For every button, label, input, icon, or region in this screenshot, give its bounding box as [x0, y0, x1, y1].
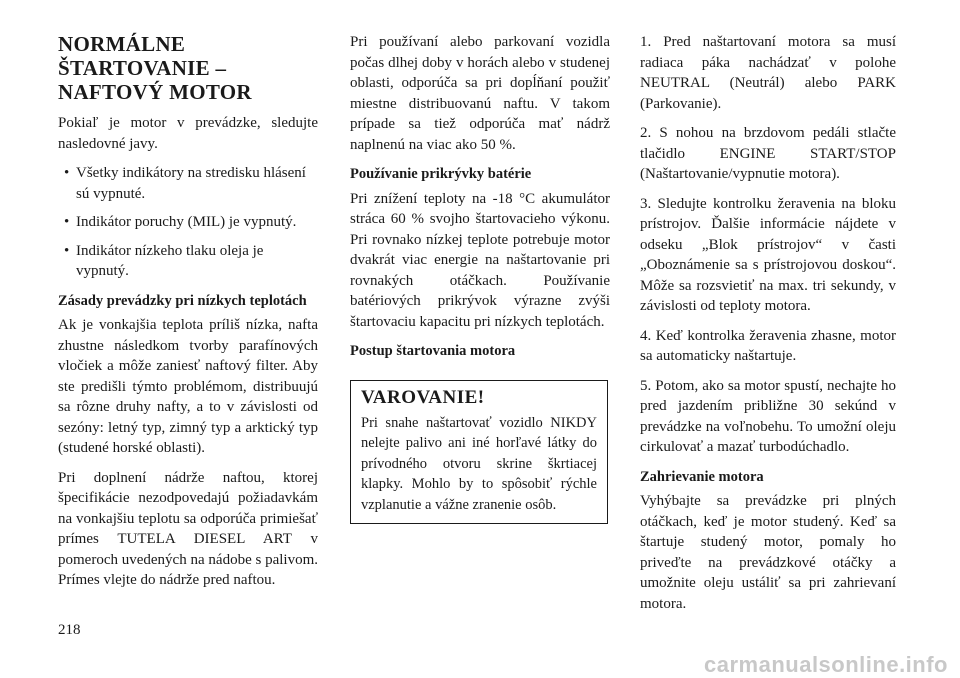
step-item: 3. Sledujte kontrolku žeravenia na bloku prístrojov. Ďalšie informácie nájdete v odseku „Blok prístrojov“ v časti „Oboznámenie sa s prístrojovou doskou“. Môže sa rozsvietiť na max. tri sekundy, v závislosti od teploty motora.: [640, 195, 896, 314]
title-line: NORMÁLNE: [58, 32, 186, 56]
step-item: 5. Potom, ako sa motor spustí, nechajte ho pred jazdením približne 30 sekúnd v prevádzke na voľnobehu. To umožní oleju cirkulovať a mazať turbodúchadlo.: [640, 377, 896, 455]
battery-paragraph: Pri znížení teploty na -18 °C akumulátor stráca 60 % svojho štartovacieho výkonu. Pri rovnako nízkej teplote potrebuje motor dvakrát viac energie na naštartovanie pri rovnakých otáčkach. Používanie batériových prikrývok výrazne zvýši štartovaciu kapacitu pri nízkych teplotách.: [350, 190, 610, 330]
indicator-list: [58, 163, 318, 282]
column-left: [58, 32, 318, 600]
warning-text: Pri snahe naštartovať vozidlo NIKDY nelejte palivo ani iné horľavé látky do prívodného otvoru skrine škrtiacej klapky. Mohlo by to spôsobiť rýchle vzplanutie a vážne zranenie osôb.: [361, 414, 597, 513]
list-item: • Všetky indikátory na stredisku hlásení sú vypnuté.: [58, 163, 318, 204]
column-right: [640, 32, 896, 623]
list-item: • Indikátor nízkeho tlaku oleja je vypnutý.: [58, 241, 318, 282]
title-line: ŠTARTOVANIE –: [58, 56, 227, 80]
section-title: [58, 32, 318, 104]
title-line: NAFTOVÝ MOTOR: [58, 80, 252, 104]
step-item: 1. Pred naštartovaní motora sa musí radiaca páka nachádzať v polohe NEUTRAL (Neutrál) alebo PARK (Parkovanie).: [640, 34, 896, 112]
battery-heading: Používanie prikrývky batérie: [350, 166, 532, 182]
low-temp-heading: Zásady prevádzky pri nízkych teplotách: [58, 292, 307, 309]
warmup-heading: Zahrievanie motora: [640, 468, 764, 485]
column-middle: [350, 32, 610, 524]
list-item: • Indikátor poruchy (MIL) je vypnutý.: [58, 212, 318, 233]
step-item: 2. S nohou na brzdovom pedáli stlačte tlačidlo ENGINE START/STOP (Naštartovanie/vypnutie motora).: [640, 125, 896, 182]
low-temp-paragraph: Ak je vonkajšia teplota príliš nízka, nafta zhustne následkom tvorby parafínových vločiek a môže zaniesť naftový filter. Aby ste predišli týmto problémom, distribuujú sa rôzne druhy nafty, a to v závislosti od sezóny: letný typ, zimný typ a arktický typ (studené horské oblasti).: [58, 317, 318, 456]
mountain-paragraph: Pri používaní alebo parkovaní vozidla počas dlhej doby v horách alebo v studenej oblasti, odporúča sa pri dopĺňaní použiť miestne distribuovanú naftu. V takom prípade sa tiež odporúča mať nádrž naplnenú na viac ako 50 %.: [350, 34, 610, 153]
page-number: 218: [58, 622, 81, 638]
warmup-paragraph: Vyhýbajte sa prevádzke pri plných otáčkach, keď je motor studený. Keď sa štartuje studený motor, pomaly ho priveďte na prevádzkové otáčky a umožnite oleju ustáliť sa pri zahrievaní motora.: [640, 493, 896, 612]
intro-paragraph: Pokiaľ je motor v prevádzke, sledujte nasledovné javy.: [58, 115, 318, 152]
additive-paragraph: Pri doplnení nádrže naftou, ktorej špecifikácie nezodpovedajú požiadavkám na vonkajšiu teplotu sa odporúča primiešať prímes TUTELA DIESEL ART v pomeroch uvedených na nádobe s palivom. Prímes vlejte do nádrže pred naftou.: [58, 469, 318, 588]
watermark: carmanualsonline.info: [704, 652, 948, 677]
warning-box: [350, 380, 608, 525]
warning-title: VAROVANIE!: [361, 386, 485, 408]
procedure-heading: Postup štartovania motora: [350, 343, 516, 359]
step-item: 4. Keď kontrolka žeravenia zhasne, motor sa automaticky naštartuje.: [640, 327, 896, 364]
